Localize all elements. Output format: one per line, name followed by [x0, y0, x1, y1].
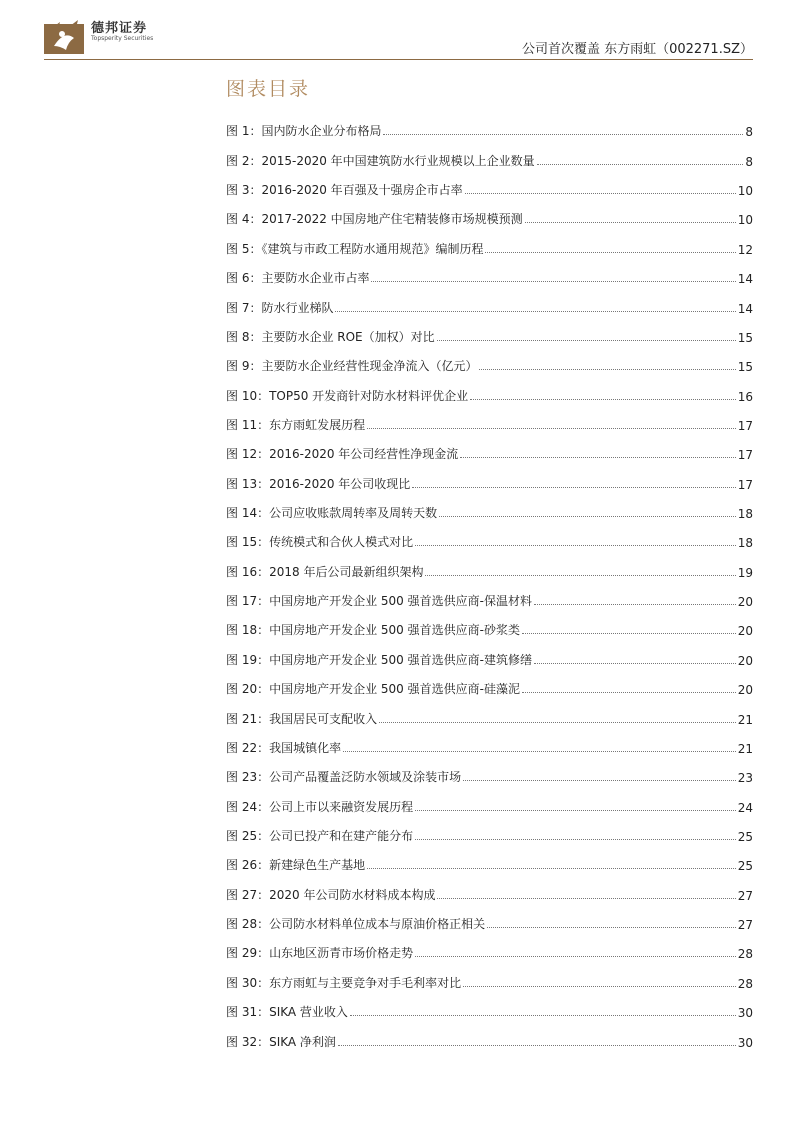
- toc-entry-label: 图 6：主要防水企业市占率: [226, 271, 370, 286]
- dot-leader: [415, 956, 736, 957]
- toc-entry-page: 20: [737, 683, 753, 698]
- toc-entry-label: 图 26：新建绿色生产基地: [226, 858, 366, 873]
- toc-entry[interactable]: [226, 1023, 753, 1052]
- toc-entry[interactable]: [226, 671, 753, 700]
- dot-leader: [522, 633, 736, 634]
- toc-entry-page: 28: [737, 976, 753, 991]
- dot-leader: [415, 810, 736, 811]
- toc-entry[interactable]: [226, 906, 753, 935]
- dot-leader: [470, 399, 736, 400]
- toc-entry[interactable]: [226, 759, 753, 788]
- dot-leader: [437, 898, 735, 899]
- toc-entry-label: 图 4：2017-2022 中国房地产住宅精装修市场规模预测: [226, 212, 523, 227]
- toc-entry-label: 图 23：公司产品覆盖泛防水领域及涂装市场: [226, 770, 462, 785]
- header-divider: [44, 59, 753, 60]
- toc-entry-label: 图 14：公司应收账款周转率及周转天数: [226, 506, 438, 521]
- toc-entry-page: 16: [737, 389, 753, 404]
- toc-entry[interactable]: [226, 935, 753, 964]
- toc-entry[interactable]: [226, 230, 753, 259]
- dot-leader: [371, 281, 735, 282]
- toc-entry-label: 图 28：公司防水材料单位成本与原油价格正相关: [226, 917, 486, 932]
- toc-entry-page: 15: [737, 360, 753, 375]
- toc-entry-page: 27: [737, 918, 753, 933]
- toc-entry[interactable]: [226, 113, 753, 142]
- toc-entry[interactable]: [226, 788, 753, 817]
- toc-entry-label: 图 18：中国房地产开发企业 500 强首选供应商-砂浆类: [226, 623, 520, 638]
- toc-entry[interactable]: [226, 289, 753, 318]
- toc-entry-label: 图 30：东方雨虹与主要竞争对手毛利率对比: [226, 975, 462, 990]
- toc-entry-page: 15: [737, 330, 753, 345]
- toc-entry-page: 8: [745, 125, 753, 140]
- dot-leader: [343, 751, 736, 752]
- toc-entry[interactable]: [226, 142, 753, 171]
- toc-entry[interactable]: [226, 730, 753, 759]
- dot-leader: [522, 692, 736, 693]
- toc-entry-label: 图 21：我国居民可支配收入: [226, 711, 378, 726]
- toc-entry[interactable]: [226, 553, 753, 582]
- dot-leader: [350, 1015, 736, 1016]
- toc-entry-label: 图 19：中国房地产开发企业 500 强首选供应商-建筑修缮: [226, 652, 532, 667]
- toc-entry-label: 图 8：主要防水企业 ROE（加权）对比: [226, 329, 435, 344]
- toc-entry-page: 18: [737, 536, 753, 551]
- dot-leader: [479, 369, 735, 370]
- dot-leader: [439, 516, 736, 517]
- dot-leader: [487, 927, 736, 928]
- toc-entry-label: 图 22：我国城镇化率: [226, 740, 342, 755]
- toc-entry[interactable]: [226, 612, 753, 641]
- toc-entry[interactable]: [226, 818, 753, 847]
- toc-entry-label: 图 27：2020 年公司防水材料成本构成: [226, 887, 436, 902]
- toc-entry-page: 20: [737, 595, 753, 610]
- toc-entry-label: 图 32：SIKA 净利润: [226, 1034, 336, 1049]
- dot-leader: [367, 428, 736, 429]
- dot-leader: [383, 134, 743, 135]
- toc-entry-label: 图 15：传统模式和合伙人模式对比: [226, 535, 414, 550]
- toc-entry[interactable]: [226, 964, 753, 993]
- toc-entry-label: 图 3：2016-2020 年百强及十强房企市占率: [226, 183, 463, 198]
- dot-leader: [534, 663, 736, 664]
- dot-leader: [534, 604, 736, 605]
- toc-entry[interactable]: [226, 319, 753, 348]
- toc-entry-page: 17: [737, 448, 753, 463]
- toc-entry-label: 图 25：公司已投产和在建产能分布: [226, 828, 414, 843]
- dot-leader: [460, 457, 735, 458]
- toc-entry-page: 18: [737, 507, 753, 522]
- toc-entry-page: 30: [737, 1035, 753, 1050]
- toc-entry-page: 28: [737, 947, 753, 962]
- toc-entry-page: 20: [737, 624, 753, 639]
- table-of-figures: [226, 113, 753, 1053]
- toc-entry[interactable]: [226, 201, 753, 230]
- toc-entry[interactable]: [226, 465, 753, 494]
- dot-leader: [463, 780, 736, 781]
- toc-entry-label: 图 13：2016-2020 年公司收现比: [226, 476, 411, 491]
- dot-leader: [412, 487, 735, 488]
- toc-entry-page: 14: [737, 272, 753, 287]
- dot-leader: [415, 839, 736, 840]
- toc-entry-label: 图 24：公司上市以来融资发展历程: [226, 799, 414, 814]
- toc-entry[interactable]: [226, 495, 753, 524]
- toc-entry[interactable]: [226, 524, 753, 553]
- toc-entry-page: 24: [737, 800, 753, 815]
- toc-entry[interactable]: [226, 377, 753, 406]
- report-info: 公司首次覆盖 东方雨虹（002271.SZ）: [521, 42, 753, 57]
- toc-entry-label: 图 29：山东地区沥青市场价格走势: [226, 946, 414, 961]
- toc-entry[interactable]: [226, 700, 753, 729]
- toc-entry-page: 14: [737, 301, 753, 316]
- toc-entry[interactable]: [226, 583, 753, 612]
- toc-entry-page: 10: [737, 184, 753, 199]
- dot-leader: [415, 545, 736, 546]
- dot-leader: [537, 164, 744, 165]
- toc-entry-label: 图 31：SIKA 营业收入: [226, 1005, 348, 1020]
- toc-entry-page: 25: [737, 859, 753, 874]
- toc-entry-label: 图 5：《建筑与市政工程防水通用规范》编制历程: [226, 241, 484, 256]
- toc-entry-label: 图 12：2016-2020 年公司经营性净现金流: [226, 447, 459, 462]
- toc-entry[interactable]: [226, 436, 753, 465]
- dot-leader: [335, 311, 735, 312]
- toc-entry-label: 图 9：主要防水企业经营性现金净流入（亿元）: [226, 359, 478, 374]
- toc-entry-label: 图 7：防水行业梯队: [226, 300, 334, 315]
- dot-leader: [485, 252, 735, 253]
- toc-entry-page: 19: [737, 565, 753, 580]
- dot-leader: [367, 868, 736, 869]
- toc-entry-page: 21: [737, 741, 753, 756]
- toc-entry[interactable]: [226, 641, 753, 670]
- toc-entry-page: 30: [737, 1006, 753, 1021]
- toc-entry[interactable]: [226, 994, 753, 1023]
- toc-entry[interactable]: [226, 876, 753, 905]
- toc-entry-label: 图 20：中国房地产开发企业 500 强首选供应商-硅藻泥: [226, 682, 520, 697]
- page-title: 图表目录: [226, 78, 311, 100]
- company-logo: [44, 16, 84, 54]
- logo-text-cn: 德邦证券: [91, 21, 148, 36]
- toc-entry-label: 图 11：东方雨虹发展历程: [226, 417, 366, 432]
- toc-entry-page: 8: [745, 154, 753, 169]
- dot-leader: [525, 222, 736, 223]
- toc-entry-page: 27: [737, 888, 753, 903]
- toc-entry-label: 图 17：中国房地产开发企业 500 强首选供应商-保温材料: [226, 594, 532, 609]
- toc-entry-page: 25: [737, 829, 753, 844]
- toc-entry-page: 17: [737, 418, 753, 433]
- dot-leader: [425, 575, 735, 576]
- toc-entry-page: 12: [737, 242, 753, 257]
- toc-entry[interactable]: [226, 172, 753, 201]
- dot-leader: [338, 1045, 736, 1046]
- dot-leader: [379, 722, 736, 723]
- page-header: [0, 0, 793, 62]
- toc-entry-page: 23: [737, 771, 753, 786]
- dot-leader: [465, 193, 736, 194]
- toc-entry[interactable]: [226, 407, 753, 436]
- logo-text-en: Topsperity Securities: [91, 35, 154, 42]
- dot-leader: [463, 986, 736, 987]
- toc-entry[interactable]: [226, 847, 753, 876]
- toc-entry-page: 10: [737, 213, 753, 228]
- toc-entry-page: 20: [737, 653, 753, 668]
- toc-entry-label: 图 2：2015-2020 年中国建筑防水行业规模以上企业数量: [226, 153, 535, 168]
- toc-entry-label: 图 10：TOP50 开发商针对防水材料评优企业: [226, 388, 469, 403]
- dot-leader: [437, 340, 736, 341]
- toc-entry-page: 21: [737, 712, 753, 727]
- toc-entry-label: 图 1：国内防水企业分布格局: [226, 124, 382, 139]
- toc-entry[interactable]: [226, 260, 753, 289]
- toc-entry-page: 17: [737, 477, 753, 492]
- toc-entry[interactable]: [226, 348, 753, 377]
- toc-entry-label: 图 16：2018 年后公司最新组织架构: [226, 564, 424, 579]
